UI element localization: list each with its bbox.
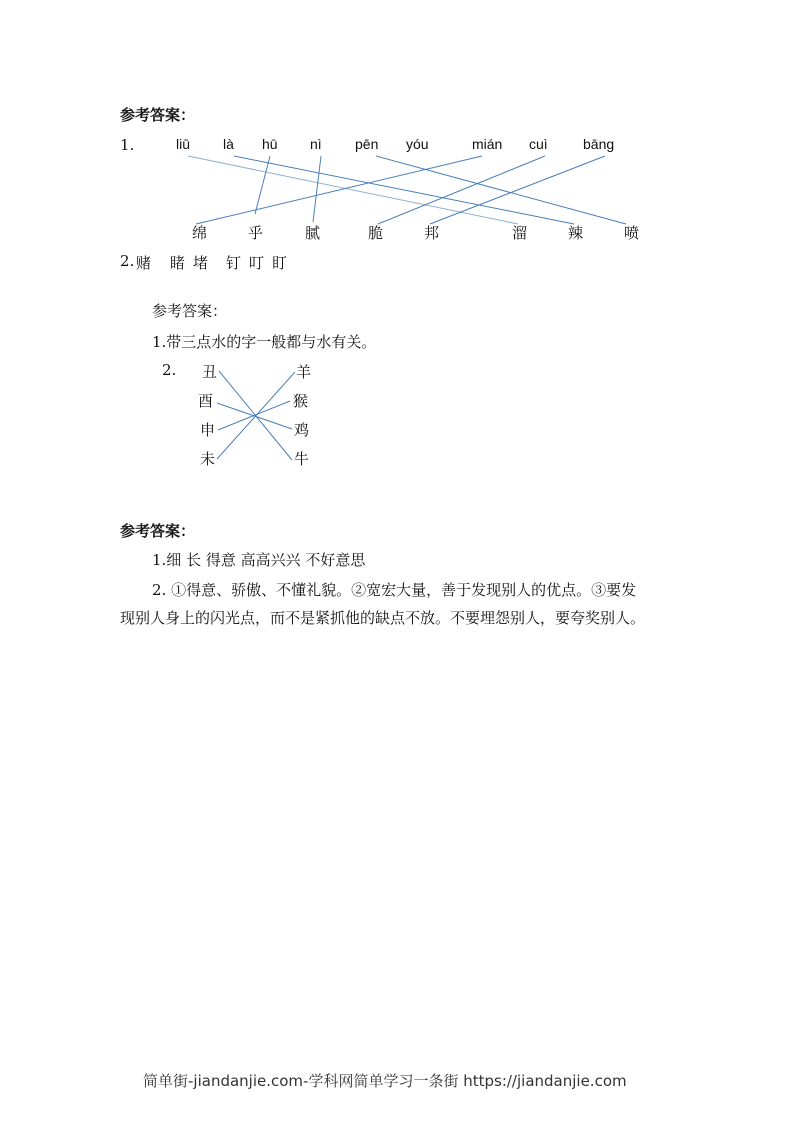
q2-word-du2: 睹 (170, 254, 186, 272)
section1-q1-number: 1. (120, 136, 135, 154)
section3-q2-line1: 2. ①得意、骄傲、不懂礼貌。②宽宏大量，善于发现别人的优点。③要发 (152, 581, 637, 599)
char-pen: 喷 (624, 224, 640, 242)
zodiac-left-wei: 未 (200, 450, 216, 468)
zodiac-right-hou: 猴 (293, 392, 309, 410)
char-mian: 绵 (192, 224, 208, 242)
match-line-shen-hou (218, 401, 290, 430)
pinyin-bang: bāng (583, 136, 615, 152)
zodiac-matching-lines (0, 340, 793, 480)
zodiac-right-niu: 牛 (294, 450, 310, 468)
char-hu: 乎 (248, 224, 264, 242)
q2-word-ding3: 盯 (272, 254, 288, 272)
pinyin-mian: mián (472, 136, 503, 152)
match-line-ni (313, 156, 321, 222)
section1-heading: 参考答案： (120, 106, 196, 124)
section3-q2-line2: 现别人身上的闪光点，而不是紧抓他的缺点不放。不要埋怨别人，要夸奖别人。 (120, 609, 646, 627)
match-line-wei-yang (217, 372, 295, 459)
section2-heading: 参考答案： (152, 302, 228, 320)
q2-word-ding1: 钉 (226, 254, 242, 272)
pinyin-ni: nì (310, 136, 322, 152)
zodiac-right-ji: 鸡 (294, 421, 310, 439)
section2-q2-number: 2. (162, 361, 177, 379)
zodiac-left-shen: 申 (200, 421, 216, 439)
char-la: 辣 (568, 224, 584, 242)
match-line-hu (255, 156, 270, 214)
section1-q2-number: 2. (120, 252, 135, 270)
section2-q1: 1.带三点水的字一般都与水有关。 (152, 333, 377, 351)
pinyin-liu: liū (176, 136, 191, 152)
zodiac-right-yang: 羊 (296, 363, 312, 381)
q2-word-du3: 堵 (193, 254, 209, 272)
zodiac-left-you: 酉 (198, 392, 214, 410)
match-line-bang (430, 156, 605, 224)
section3-q1: 1.细 长 得意 高高兴兴 不好意思 (152, 551, 366, 569)
pinyin-la: là (223, 136, 234, 152)
q2-word-ding2: 叮 (249, 254, 265, 272)
footer-watermark: 简单街-jiandanjie.com-学科网简单学习一条街 https://jiandanjie.com (143, 1072, 627, 1090)
char-ni: 腻 (305, 224, 321, 242)
q2-word-du1: 赌 (136, 254, 152, 272)
pinyin-cui: cuì (529, 136, 548, 152)
pinyin-hu: hū (262, 136, 278, 152)
zodiac-left-chou: 丑 (202, 363, 218, 381)
char-cui: 脆 (368, 224, 384, 242)
pinyin-matching-lines (0, 0, 793, 300)
pinyin-you: yóu (406, 136, 429, 152)
match-line-you-ji (217, 403, 292, 429)
pinyin-pen: pēn (355, 136, 379, 152)
section3-heading: 参考答案： (120, 522, 196, 540)
match-line-pen (376, 156, 626, 224)
char-bang: 邦 (424, 224, 440, 242)
char-liu: 溜 (512, 224, 528, 242)
